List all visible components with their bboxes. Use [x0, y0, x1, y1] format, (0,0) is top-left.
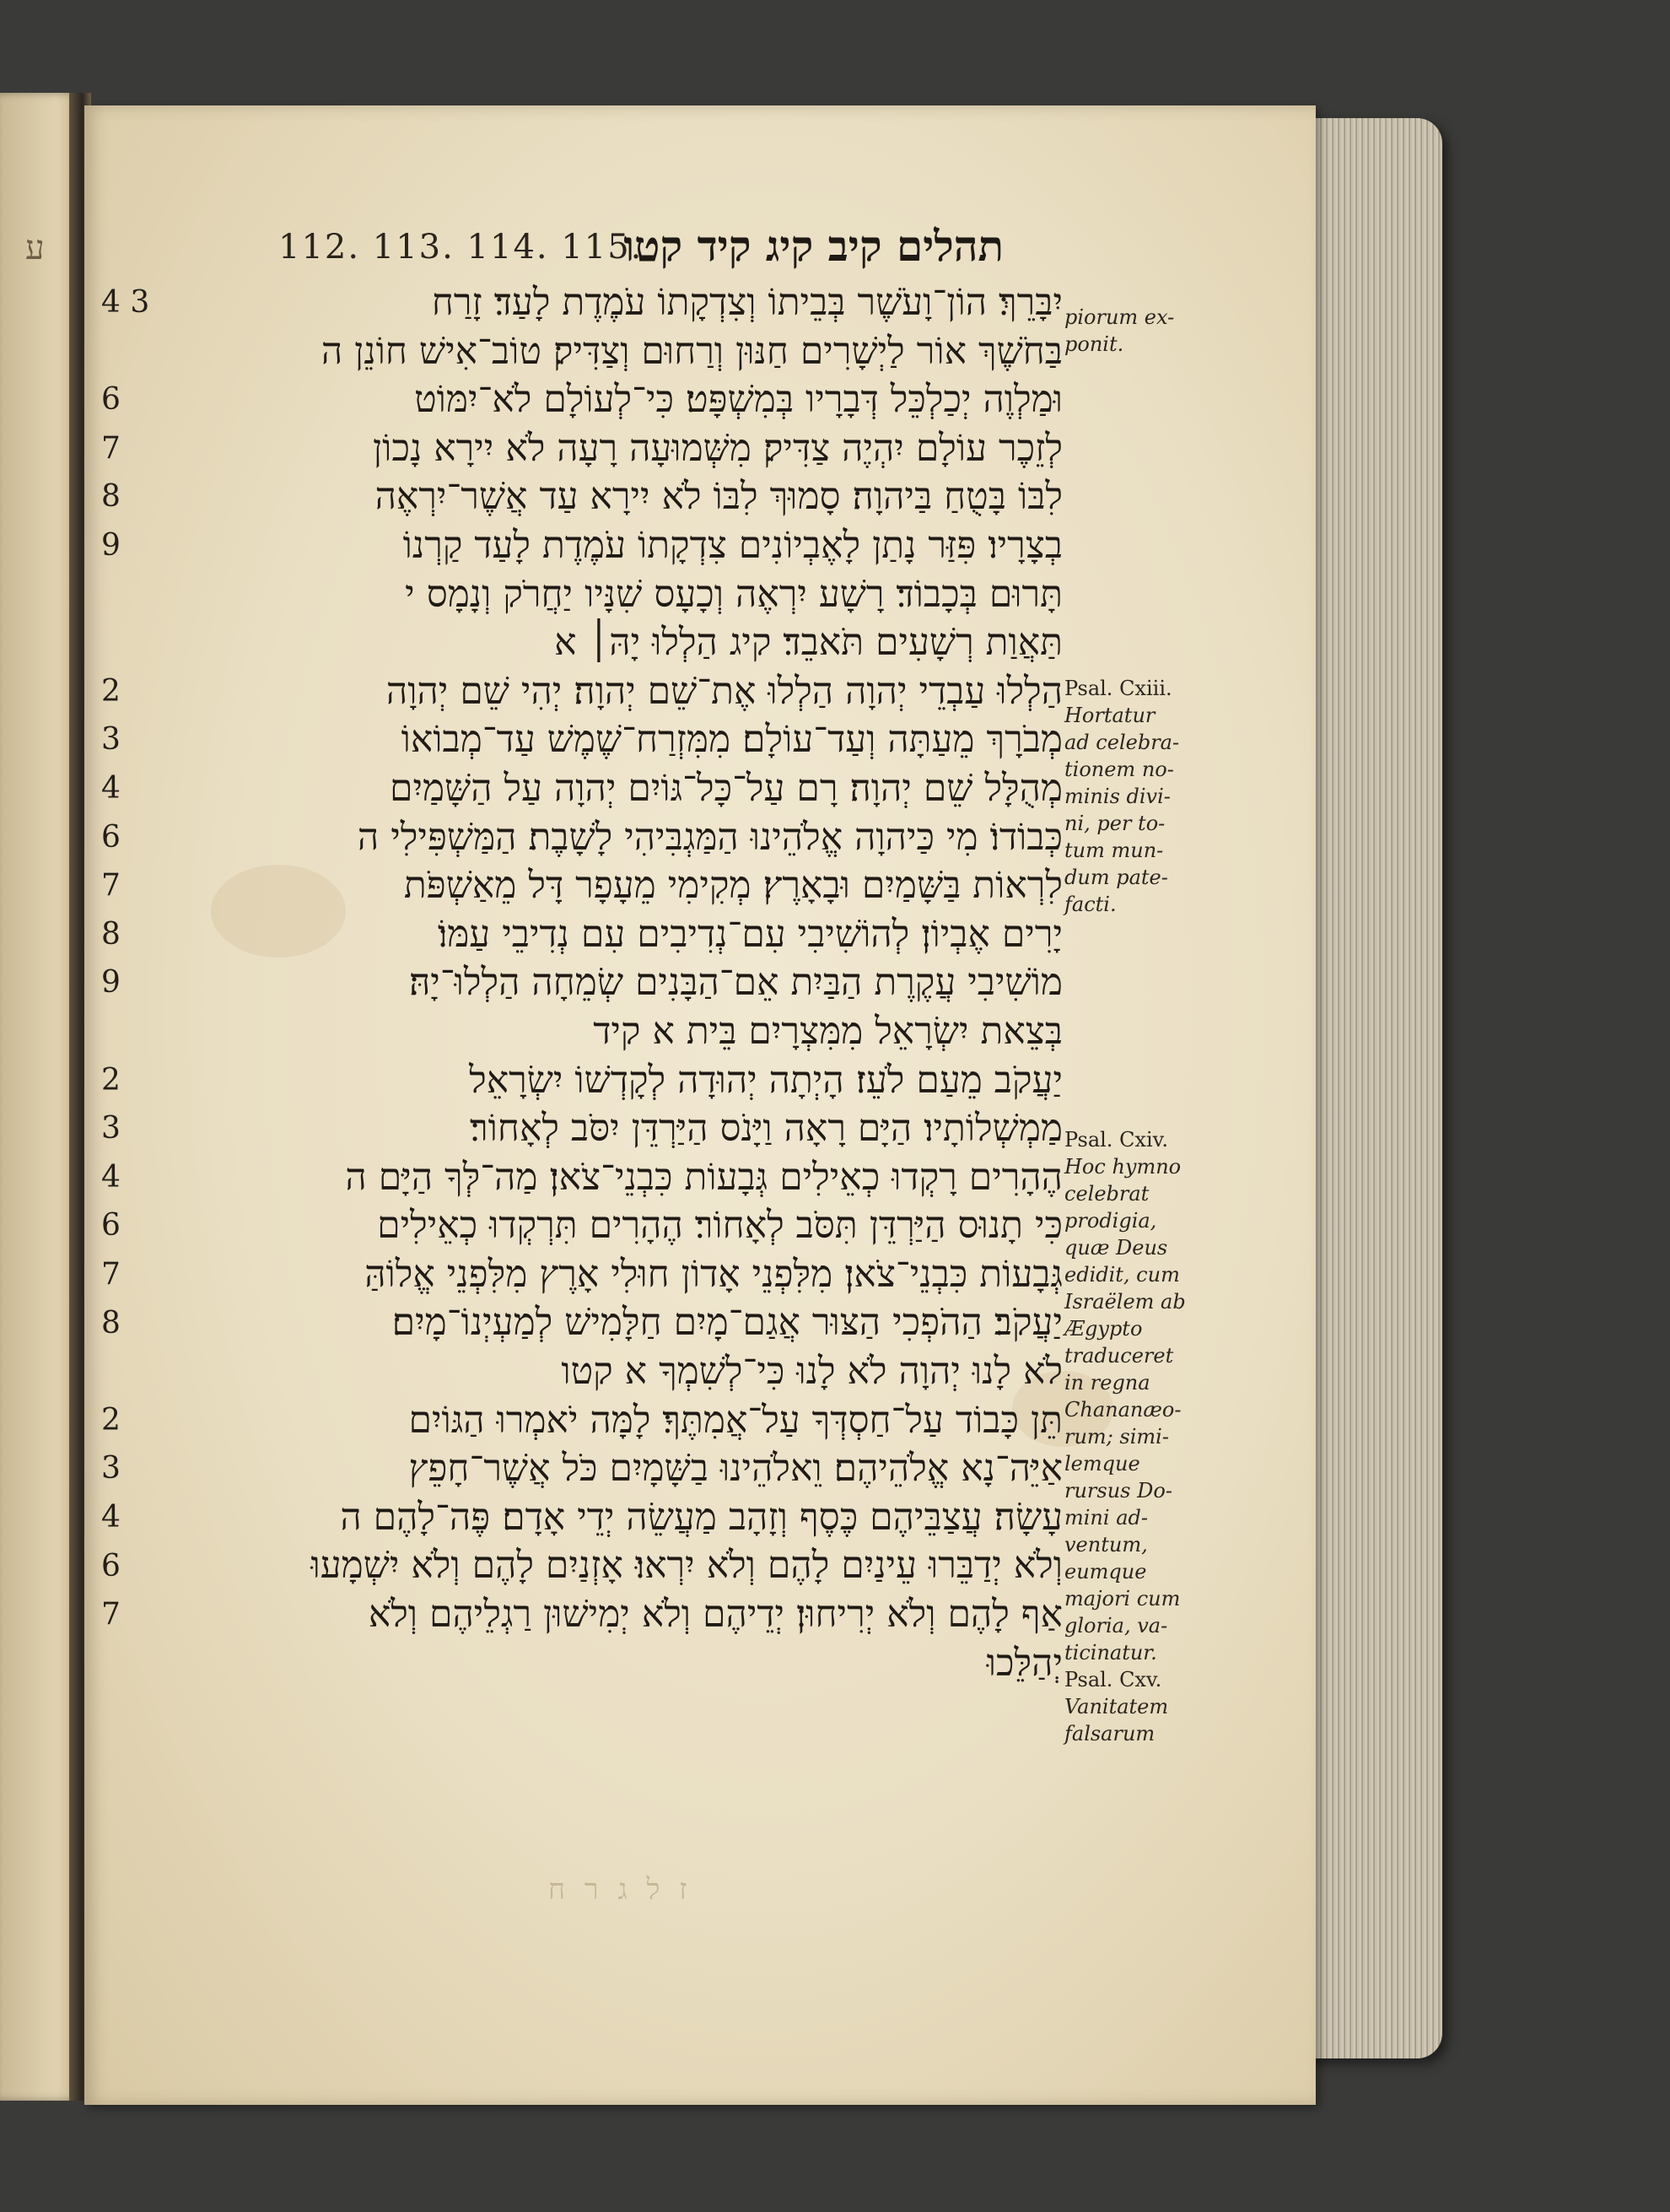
text-line: יָרִים אֶבְיוֹן׃ לְהוֹשִׁיבִי עִם־נְדִיבִים עִם נְדִיבֵי עַמּוֹ׃: [437, 912, 1063, 956]
verse-number: 7: [101, 868, 121, 904]
margin-line: quæ Deus: [1064, 1236, 1168, 1260]
text-line: גְּבָעוֹת כִּבְנֵי־צֹאן׃ מִלִּפְנֵי אָדוֹן חוּלִי אָרֶץ מִלִּפְנֵי אֱלוֹהַּ: [364, 1252, 1063, 1296]
verse-number: 3: [101, 722, 121, 758]
verse-number: 7: [101, 1597, 121, 1632]
text-line: לִבּוֹ בָּטֻחַ בַּיהוָה׃ סָמוּךְ לִבּוֹ לֹא יִירָא עַד אֲשֶׁר־יִרְאֶה: [374, 475, 1063, 519]
text-line: אַף לָהֶם וְלֹא יְרִיחוּן׃ יְדֵיהֶם וְלֹא יְמִישׁוּן רַגְלֵיהֶם וְלֹא: [368, 1593, 1063, 1637]
margin-line: Ægypto: [1064, 1317, 1143, 1341]
margin-line: ticinatur.: [1064, 1641, 1157, 1664]
verse-number: 4: [101, 771, 121, 806]
text-line: תָּרוּם בְּכָבוֹד׃ רָשָׁע יִרְאֶה וְכָעָס שִׁנָּיו יַחֲרֹק וְנָמָס י: [405, 572, 1063, 616]
text-line: הֶהָרִים רָקְדוּ כְאֵילִים גְּבָעוֹת כִּבְנֵי־צֹאן׃ מַה־לְּךָ הַיָּם ה: [345, 1155, 1063, 1199]
verse-number: 3: [101, 1451, 121, 1486]
margin-line: gloria, va-: [1064, 1614, 1168, 1637]
running-header: [278, 221, 1004, 280]
margin-line: Hoc hymno: [1064, 1155, 1182, 1179]
margin-line: Psal. Cxv.: [1064, 1668, 1162, 1691]
text-line: מְבֹרָךְ מֵעַתָּה וְעַד־עוֹלָם׃ מִמִּזְרַח־שֶׁמֶשׁ עַד־מְבוֹאוֹ: [401, 718, 1063, 762]
text-line: יְהַלֵּכוּ: [986, 1641, 1063, 1685]
text-line: בְצָרָיו׃ פִּזַּר נָתַן לָאֶבְיוֹנִים צִדְקָתוֹ עֹמֶדֶת לָעַד קַרְנוֹ: [402, 523, 1063, 567]
margin-line: Israëlem ab: [1064, 1290, 1186, 1314]
margin-line: eumque: [1064, 1560, 1147, 1583]
text-line: לְזֵכֶר עוֹלָם יִהְיֶה צַדִּיק׃ מִשְּׁמוּעָה רָעָה לֹא יִירָא נָכוֹן: [372, 426, 1063, 470]
bleed-through-text: ז ל ג ר ח: [548, 1873, 692, 1907]
verse-number: 9: [101, 528, 121, 563]
text-line: תַּאֲוַת רְשָׁעִים תֹּאבֵד׃ קיג הַלְלוּ יָהּ׀ א: [554, 621, 1063, 665]
text-line: כְּבוֹדוֹ׃ מִי כַּיהוָה אֱלֹהֵינוּ הַמַּגְבִּיהִי לָשָׁבֶת׃ הַמַּשְׁפִּילִי ה: [357, 815, 1063, 859]
margin-line: rum; simi-: [1064, 1425, 1169, 1449]
margin-line: rursus Do-: [1064, 1479, 1172, 1503]
margin-line: traduceret: [1064, 1344, 1174, 1368]
verse-number: 4: [101, 1500, 121, 1535]
margin-line: Psal. Cxiv.: [1064, 1128, 1168, 1152]
text-line: בְּצֵאת יִשְׂרָאֵל מִמִּצְרָיִם בֵּית א קיד: [593, 1009, 1063, 1053]
margin-line: Hortatur: [1064, 704, 1156, 727]
text-line: וּמַלְוֶה יְכַלְכֵּל דְּבָרָיו בְּמִשְׁפָּט׃ כִּי־לְעוֹלָם לֹא־יִמּוֹט: [414, 378, 1063, 422]
verse-number: 7: [101, 1257, 121, 1292]
verse-number: 6: [101, 1548, 121, 1583]
text-line: הַלְלוּ עַבְדֵי יְהוָה הַלְלוּ אֶת־שֵׁם יְהוָה׃ יְהִי שֵׁם יְהוָה: [385, 669, 1063, 713]
text-line: יִבָּרֵךְ׃ הוֹן־וָעֹשֶׁר בְּבֵיתוֹ וְצִדְקָתוֹ עֹמֶדֶת לָעַד׃ זָרַח: [431, 281, 1063, 324]
psalm-numbers: 112. 113. 114. 115.: [278, 228, 644, 267]
margin-line: edidit, cum: [1064, 1263, 1180, 1287]
margin-line: ventum,: [1064, 1533, 1148, 1556]
margin-note-psalm-114-115: [1064, 1126, 1199, 1747]
verse-number: 6: [101, 1208, 121, 1244]
text-line: יַעֲקֹב מֵעַם לֹעֵז׃ הָיְתָה יְהוּדָה לְקָדְשׁוֹ יִשְׂרָאֵל: [469, 1058, 1063, 1102]
verse-number: 3: [101, 1111, 121, 1146]
text-line: תֵּן כָּבוֹד עַל־חַסְדְּךָ עַל־אֲמִתֶּךָ׃ לָמָּה יֹאמְרוּ הַגּוֹיִם: [408, 1398, 1063, 1442]
margin-line: piorum ex-: [1064, 305, 1175, 329]
verse-number: 9: [101, 965, 121, 1001]
margin-note-1: [1064, 304, 1199, 358]
margin-line: prodigia,: [1064, 1209, 1157, 1233]
verse-number: 2: [101, 1402, 121, 1438]
margin-line: mini ad-: [1064, 1506, 1148, 1530]
verse-number: 2: [101, 673, 121, 709]
text-line: אַיֵּה־נָא אֱלֹהֵיהֶם׃ וֵאלֹהֵינוּ בַשָּׁמָיִם כֹּל אֲשֶׁר־חָפֵץ: [408, 1447, 1063, 1491]
margin-line: minis divi-: [1064, 785, 1171, 808]
margin-line: celebrat: [1064, 1182, 1150, 1206]
verse-number: 7: [101, 430, 121, 466]
margin-line: Chananæo-: [1064, 1398, 1182, 1422]
left-page-edge: [0, 93, 80, 2101]
margin-line: Psal. Cxiii.: [1064, 677, 1172, 700]
margin-line: ponit.: [1064, 332, 1124, 356]
hebrew-text-block: [169, 278, 1063, 1687]
verse-number: 6: [101, 382, 121, 418]
margin-line: dum pate-: [1064, 866, 1168, 889]
margin-line: in regna: [1064, 1371, 1150, 1395]
text-line: לִרְאוֹת בַּשָּׁמַיִם וּבָאָרֶץ׃ מְקִימִי מֵעָפָר דָּל מֵאַשְׁפֹּת: [403, 864, 1063, 908]
margin-line: facti.: [1064, 893, 1117, 916]
margin-line: ni, per to-: [1064, 812, 1166, 835]
text-line: מְהֻלָּל שֵׁם יְהוָה׃ רָם עַל־כָּל־גּוֹיִם יְהוָה עַל הַשָּׁמַיִם: [389, 766, 1063, 810]
verse-number: 8: [101, 916, 121, 952]
verse-number: 8: [101, 1305, 121, 1341]
margin-line: lemque: [1064, 1452, 1140, 1476]
margin-note-psalm-113: [1064, 675, 1199, 918]
verse-number: 2: [101, 1062, 121, 1098]
left-page-mark: ע: [25, 229, 45, 267]
verse-number: 8: [101, 479, 121, 515]
margin-line: majori cum: [1064, 1587, 1181, 1610]
text-line: עָשָׂה׃ עֲצַבֵּיהֶם כֶּסֶף וְזָהָב מַעֲשֵׂה יְדֵי אָדָם׃ פֶּה־לָהֶם ה: [340, 1495, 1063, 1539]
text-line: מוֹשִׁיבִי עֲקֶרֶת הַבַּיִת אֵם־הַבָּנִים שְׂמֵחָה הַלְלוּ־יָהּ׃: [408, 961, 1063, 1005]
verse-number: 6: [101, 819, 121, 855]
margin-line: Vanitatem: [1064, 1695, 1169, 1718]
verse-number: 4: [101, 1159, 121, 1195]
text-line: כִּי תָנוּס הַיַּרְדֵּן תִּסֹּב לְאָחוֹר׃ הֶהָרִים תִּרְקְדוּ כְאֵילִים: [377, 1204, 1063, 1248]
margin-line: tionem no-: [1064, 758, 1174, 781]
text-line: לֹא לָנוּ יְהוָה לֹא לָנוּ כִּי־לְשִׁמְךָ א קטו: [561, 1350, 1063, 1394]
margin-line: tum mun-: [1064, 839, 1164, 862]
text-line: בַּחֹשֶׁךְ אוֹר לַיְשָׁרִים חַנּוּן וְרַחוּם וְצַדִּיק׃ טוֹב־אִישׁ חוֹנֵן ה: [321, 329, 1063, 373]
text-line: וְלֹא יְדַבֵּרוּ עֵינַיִם לָהֶם וְלֹא יִרְאוּ׃ אָזְנַיִם לָהֶם וְלֹא יִשְׁמָעוּ: [310, 1544, 1063, 1588]
header-title-hebrew: תהלים קיב קיג קיד קטו: [623, 221, 1004, 271]
verse-number: 4 3: [101, 285, 150, 320]
margin-line: falsarum: [1064, 1722, 1156, 1745]
text-line: יַעֲקֹב׃ הַהֹפְכִי הַצּוּר אֲגַם־מָיִם חַלָּמִישׁ לְמַעְיְנוֹ־מָיִם׃: [391, 1301, 1063, 1345]
margin-line: ad celebra-: [1064, 731, 1180, 754]
text-line: מַמְשְׁלוֹתָיו׃ הַיָּם רָאָה וַיָּנֹס הַיַּרְדֵּן יִסֹּב לְאָחוֹר׃: [470, 1107, 1063, 1151]
